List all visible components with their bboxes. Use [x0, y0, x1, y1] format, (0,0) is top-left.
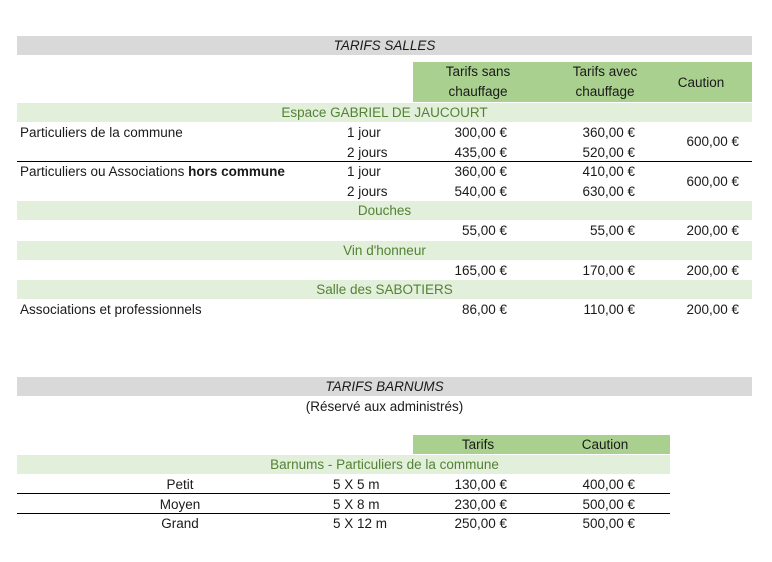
barnum-row-size: 5 X 8 m — [333, 497, 380, 512]
row-particuliers-commune-label: Particuliers de la commune — [20, 125, 183, 140]
douches-section-title: Douches — [357, 203, 412, 218]
barnums-title: TARIFS BARNUMS — [325, 379, 444, 394]
sabotiers-section-title: Salle des SABOTIERS — [316, 282, 453, 297]
header-avec-line2: chauffage — [575, 84, 635, 99]
vin-avec: 170,00 € — [582, 263, 635, 278]
row1-sans-2: 435,00 € — [454, 145, 507, 160]
row2-caution: 600,00 € — [686, 174, 739, 189]
row1-avec-1: 360,00 € — [582, 125, 635, 140]
header-avec-line1: Tarifs avec — [572, 64, 638, 79]
barnum-row-size: 5 X 12 m — [333, 516, 388, 531]
barnums-subtitle: (Réservé aux administrés) — [305, 399, 464, 414]
barnums-header-caution: Caution — [581, 437, 629, 452]
sabotiers-label: Associations et professionnels — [20, 302, 202, 317]
header-sans-line2: chauffage — [448, 84, 508, 99]
row-divider — [17, 493, 670, 494]
barnum-row-label: Petit — [166, 477, 194, 492]
barnum-row-label: Moyen — [159, 497, 201, 512]
header-caution: Caution — [677, 75, 725, 90]
barnum-row-price: 130,00 € — [454, 477, 507, 492]
barnum-row-label: Grand — [161, 516, 199, 531]
barnums-section-title: Barnums - Particuliers de la commune — [270, 457, 499, 472]
header-tarifs-sans-chauffage — [413, 62, 543, 102]
row1-avec-2: 520,00 € — [582, 145, 635, 160]
row1-sans-1: 300,00 € — [454, 125, 507, 140]
barnum-row-caution: 500,00 € — [582, 516, 635, 531]
barnum-row-price: 250,00 € — [454, 516, 507, 531]
sabotiers-avec: 110,00 € — [583, 302, 635, 317]
hors-commune-label-start: Particuliers ou Associations — [20, 164, 189, 179]
row1-duration-1: 1 jour — [347, 125, 381, 140]
hors-commune-label-bold: hors commune — [188, 164, 285, 179]
sabotiers-caution: 200,00 € — [686, 302, 739, 317]
row2-duration-1: 1 jour — [347, 164, 381, 179]
barnums-header-tarifs: Tarifs — [461, 437, 495, 452]
vin-section-title: Vin d'honneur — [343, 243, 426, 258]
sabotiers-sans: 86,00 € — [461, 302, 507, 317]
row-hors-commune-label — [20, 162, 285, 181]
barnum-row-caution: 400,00 € — [582, 477, 635, 492]
vin-caution: 200,00 € — [686, 263, 739, 278]
salles-title: TARIFS SALLES — [333, 38, 436, 53]
barnum-row-caution: 500,00 € — [582, 497, 635, 512]
row2-avec-2: 630,00 € — [582, 184, 635, 199]
row1-caution: 600,00 € — [686, 134, 739, 149]
row2-avec-1: 410,00 € — [582, 164, 635, 179]
douches-sans: 55,00 € — [461, 223, 507, 238]
barnum-row-size: 5 X 5 m — [333, 477, 380, 492]
row2-duration-2: 2 jours — [347, 184, 388, 199]
header-sans-line1: Tarifs sans — [445, 64, 511, 79]
row2-sans-1: 360,00 € — [454, 164, 507, 179]
header-tarifs-avec-chauffage — [541, 62, 669, 102]
vin-sans: 165,00 € — [454, 263, 507, 278]
douches-avec: 55,00 € — [589, 223, 635, 238]
row1-duration-2: 2 jours — [347, 145, 388, 160]
douches-caution: 200,00 € — [686, 223, 739, 238]
row2-sans-2: 540,00 € — [454, 184, 507, 199]
barnum-row-price: 230,00 € — [454, 497, 507, 512]
gabriel-section-title: Espace GABRIEL DE JAUCOURT — [281, 105, 488, 120]
